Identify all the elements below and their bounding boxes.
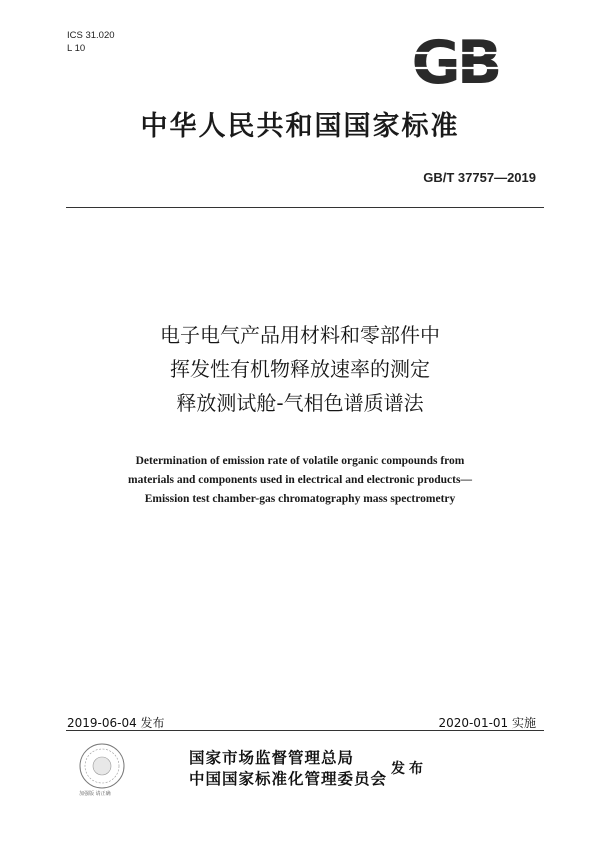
bottom-divider [66, 730, 544, 731]
gb-logo-text: GB [411, 32, 499, 90]
gb-logo [396, 32, 514, 90]
issuing-authorities [189, 748, 387, 790]
chinese-title [0, 318, 600, 420]
issuer-name: 国家市场监督管理总局 [189, 749, 355, 767]
chinese-title-line: 释放测试舱-气相色谱质谱法 [176, 391, 424, 415]
national-standard-heading: 中华人民共和国国家标准 [140, 111, 460, 142]
english-title [0, 452, 600, 509]
chinese-title-line: 电子电气产品用材料和零部件中 [160, 323, 440, 347]
stamp-caption: 加强版 请正确 [79, 791, 111, 797]
ccs-code: L 10 [67, 43, 86, 54]
chinese-title-line: 挥发性有机物释放速率的测定 [170, 357, 430, 381]
standard-number: GB/T 37757—2019 [423, 170, 536, 185]
english-title-line: materials and components used in electrical and electronic products— [128, 474, 472, 486]
ics-code: ICS 31.020 [67, 30, 115, 41]
issuer-name: 中国国家标准化管理委员会 [189, 770, 388, 788]
anti-counterfeit-stamp [74, 740, 130, 796]
english-title-line: Determination of emission rate of volatile organic compounds from [135, 455, 465, 467]
top-divider [66, 207, 544, 208]
english-title-line: Emission test chamber-gas chromatography mass spectrometry [144, 493, 456, 505]
implementation-date: 2020-01-01 实施 [438, 716, 536, 730]
issue-label: 发布 [391, 761, 427, 777]
issue-date: 2019-06-04 发布 [67, 716, 165, 730]
